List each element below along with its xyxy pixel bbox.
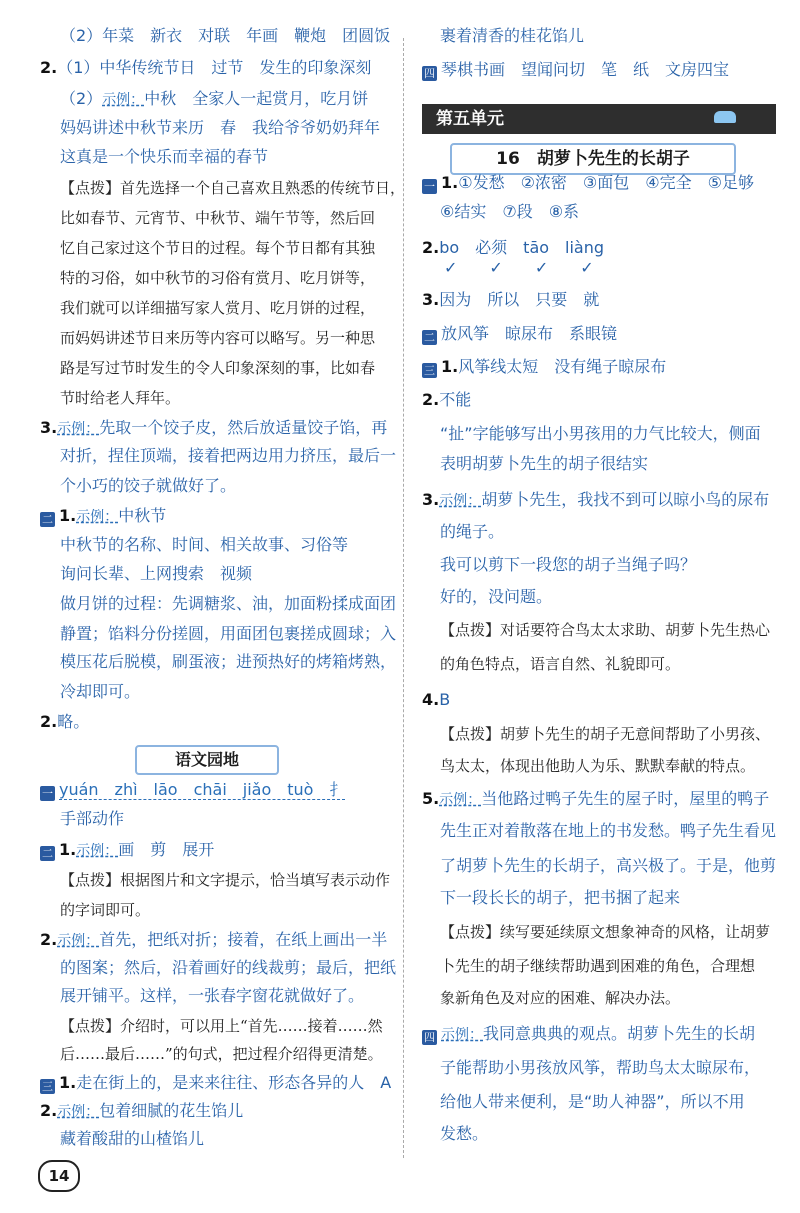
line-text: 下一段长长的胡子，把书捆了起来 <box>440 888 681 907</box>
line-text: 因为 所以 只要 就 <box>439 290 600 309</box>
section-number-badge: 二 <box>42 513 53 526</box>
question-number: 1. <box>59 840 77 859</box>
left-line <box>60 1015 383 1037</box>
question-number: 2. <box>422 238 440 257</box>
line-text: 略。 <box>57 712 90 731</box>
line-text: 忆自己家过这个节日的过程。每个节日都有其独 <box>60 239 376 257</box>
line-text: 展开铺平。这样，一张春字窗花就做好了。 <box>60 986 365 1005</box>
line-text: ✓ ✓ ✓ ✓ <box>444 258 594 277</box>
left-line <box>40 417 387 440</box>
line-text: 模压花后脱模，刷蛋液；进预热好的烤箱烤熟， <box>60 652 397 671</box>
line-text: 发愁。 <box>440 1124 489 1143</box>
right-line <box>422 356 666 378</box>
line-text: 好的，没问题。 <box>440 587 553 606</box>
left-line <box>60 985 364 1007</box>
line-text: 风筝线太短 没有绳子晾尿布 <box>458 357 667 376</box>
question-number: 2. <box>40 930 58 949</box>
line-text: 的图案；然后，沿着画好的线裁剪；最后，把纸 <box>60 958 397 977</box>
question-number: 2. <box>40 1101 58 1120</box>
question-number: 2. <box>422 390 440 409</box>
question-number: 1. <box>441 173 459 192</box>
left-line <box>60 237 375 259</box>
left-line <box>60 899 150 921</box>
left-line <box>60 117 380 139</box>
line-text: 节时给老人拜年。 <box>60 389 181 407</box>
example-label: 示例： <box>57 421 100 437</box>
left-line <box>60 1128 204 1150</box>
example-label: 示例： <box>439 792 482 808</box>
right-line <box>440 554 696 576</box>
line-text: 包着细腻的花生馅儿 <box>99 1101 244 1120</box>
right-line <box>440 887 680 909</box>
line-text: 对折，捏住顶端，接着把两边用力挤压，最后一 <box>60 446 397 465</box>
question-number: 2. <box>40 58 58 77</box>
line-text: 胡萝卜先生，我找不到可以晾小鸟的尿布 <box>481 490 770 509</box>
line-text: 鸟太太，体现出他助人为乐、默默奉献的特点。 <box>440 757 756 775</box>
right-line <box>440 619 770 641</box>
question-number: 4. <box>422 690 440 709</box>
line-text: 【点拨】根据图片和文字提示，恰当填写表示动作 <box>60 871 391 889</box>
question-number: 1. <box>59 506 77 525</box>
line-text: 当他路过鸭子先生的屋子时，屋里的鸭子 <box>481 789 770 808</box>
left-line <box>60 563 252 585</box>
left-line <box>60 623 396 645</box>
right-line <box>440 987 680 1009</box>
left-line <box>40 779 345 801</box>
line-text: 中秋 全家人一起赏月，吃月饼 <box>144 89 369 108</box>
line-text: 【点拨】介绍时，可以用上“首先……接着……然 <box>60 1017 383 1035</box>
left-line <box>60 146 268 168</box>
right-line <box>440 453 648 475</box>
right-line <box>422 172 754 194</box>
line-text: （2）年菜 新衣 对联 年画 鞭炮 团圆饭 <box>60 26 391 45</box>
page-number: 14 <box>38 1160 80 1192</box>
question-number: 2. <box>40 712 58 731</box>
line-text: 首先，把纸对折；接着，在纸上画出一半 <box>99 930 388 949</box>
section-number-badge: 二 <box>424 331 435 344</box>
right-line <box>440 1091 745 1113</box>
line-text: 画 剪 展开 <box>118 840 215 859</box>
left-line <box>60 651 396 673</box>
section-number-badge: 一 <box>424 180 435 193</box>
line-text: 表明胡萝卜先生的胡子很结实 <box>440 454 649 473</box>
line-text: 【点拨】胡萝卜先生的胡子无意间帮助了小男孩、 <box>440 725 771 743</box>
right-line <box>440 921 770 943</box>
line-text: 【点拨】对话要符合鸟太太求助、胡萝卜先生热心 <box>440 621 771 639</box>
line-text: 藏着酸甜的山楂馅儿 <box>60 1129 205 1148</box>
left-line <box>60 534 348 556</box>
left-line <box>60 387 180 409</box>
example-label: 示例： <box>76 509 119 525</box>
left-line <box>40 505 166 528</box>
line-text: 卜先生的胡子继续帮助遇到困难的角色，合理想 <box>440 957 756 975</box>
line-text: 后……最后……”的句式，把过程介绍得更清楚。 <box>60 1045 383 1063</box>
right-line <box>422 323 617 345</box>
line-text: 而妈妈讲述节日来历等内容可以略写。另一种思 <box>60 329 376 347</box>
pinyin-text: yuán zhì lāo chāi jiǎo tuò 扌 <box>59 780 346 799</box>
line-text: 我可以剪下一段您的胡子当绳子吗？ <box>440 555 697 574</box>
right-line <box>422 389 471 411</box>
line-text: 中秋节 <box>118 506 167 525</box>
question-number: 1. <box>59 1073 77 1092</box>
section-number-badge: 一 <box>42 787 53 800</box>
right-line <box>422 289 599 311</box>
right-line <box>440 755 755 777</box>
line-text: 的绳子。 <box>440 522 505 541</box>
right-line <box>422 1023 755 1046</box>
right-line <box>440 423 761 445</box>
lesson-title: 16 胡萝卜先生的长胡子 <box>450 143 736 175</box>
left-line <box>60 267 375 289</box>
line-text: bo 必须 tāo liàng <box>439 238 605 257</box>
line-text: 的字词即可。 <box>60 901 151 919</box>
line-text: 先生正对着散落在地上的书发愁。鸭子先生看见 <box>440 821 777 840</box>
left-line <box>60 25 390 47</box>
left-line <box>40 1072 391 1094</box>
left-line <box>60 808 124 830</box>
line-text: 不能 <box>439 390 472 409</box>
example-label: 示例： <box>57 1104 100 1120</box>
line-text: 给他人带来便利，是“助人神器”，所以不用 <box>440 1092 745 1111</box>
left-line <box>60 297 375 319</box>
right-line <box>440 521 504 543</box>
left-line <box>40 57 371 79</box>
example-label: 示例： <box>441 1027 483 1043</box>
left-line <box>40 929 387 952</box>
line-text: 的角色特点，语言自然、礼貌即可。 <box>440 655 681 673</box>
example-label: 示例： <box>439 493 482 509</box>
line-text: B <box>439 690 451 709</box>
section-number-badge: 三 <box>42 1080 53 1093</box>
line-text: 做月饼的过程：先调糖浆、油，加面粉揉成面团 <box>60 594 397 613</box>
left-line <box>60 88 368 111</box>
line-text: 象新角色及对应的困难、解决办法。 <box>440 989 681 1007</box>
line-text: 个小巧的饺子就做好了。 <box>60 476 237 495</box>
right-line <box>422 689 450 711</box>
line-text: 先取一个饺子皮，然后放适量饺子馅，再 <box>99 418 388 437</box>
right-line <box>422 59 729 81</box>
right-line <box>440 723 770 745</box>
left-line <box>60 681 140 703</box>
right-line <box>440 1057 760 1079</box>
line-text: ⑥结实 ⑦段 ⑧系 <box>440 202 580 221</box>
left-line <box>60 957 396 979</box>
right-line <box>444 257 594 279</box>
left-line <box>60 207 375 229</box>
line-text: 路是写过节时发生的令人印象深刻的事，比如春 <box>60 359 376 377</box>
garden-title: 语文园地 <box>135 745 279 775</box>
line-text: 琴棋书画 望闻问切 笔 纸 文房四宝 <box>441 60 730 79</box>
line-text: 【点拨】首先选择一个自己喜欢且熟悉的传统节日， <box>60 179 406 197</box>
right-line <box>422 788 769 811</box>
left-line <box>60 1043 383 1065</box>
line-text: （2） <box>60 89 103 108</box>
question-number: 1. <box>441 357 459 376</box>
right-line <box>440 201 579 223</box>
line-text: 我们就可以详细描写家人赏月、吃月饼的过程， <box>60 299 376 317</box>
unit-title: 第五单元 <box>436 109 504 129</box>
line-text: 这真是一个快乐而幸福的春节 <box>60 147 269 166</box>
right-line <box>422 237 604 259</box>
example-label: 示例： <box>76 843 119 859</box>
right-line <box>440 653 680 675</box>
line-text: 放风筝 晾尿布 系眼镜 <box>441 324 618 343</box>
section-number-badge: 二 <box>42 847 53 860</box>
line-text: 妈妈讲述中秋节来历 春 我给爷爷奶奶拜年 <box>60 118 381 137</box>
example-label: 示例： <box>102 92 145 108</box>
left-line <box>40 1100 243 1123</box>
line-text: 了胡萝卜先生的长胡子，高兴极了。于是，他剪 <box>440 856 777 875</box>
line-text: （1）中华传统节日 过节 发生的印象深刻 <box>57 58 372 77</box>
line-text: 手部动作 <box>60 809 125 828</box>
line-text: 中秋节的名称、时间、相关故事、习俗等 <box>60 535 349 554</box>
right-line <box>440 820 776 842</box>
line-text: 走在街上的，是来来往往、形态各异的人 A <box>76 1073 392 1092</box>
question-number: 3. <box>40 418 58 437</box>
left-line <box>60 177 405 199</box>
section-number-badge: 四 <box>424 1031 435 1044</box>
right-line <box>440 855 776 877</box>
unit-title-banner <box>422 104 776 134</box>
left-line <box>40 711 89 733</box>
right-line <box>440 586 552 608</box>
right-line <box>440 25 584 47</box>
right-line <box>440 1123 488 1145</box>
section-number-badge: 三 <box>424 364 435 377</box>
car-icon <box>714 111 736 123</box>
left-line <box>60 445 396 467</box>
line-text: 子能帮助小男孩放风筝，帮助鸟太太晾尿布， <box>440 1058 761 1077</box>
line-text: 询问长辈、上网搜索 视频 <box>60 564 253 583</box>
example-label: 示例： <box>57 933 100 949</box>
line-text: 冷却即可。 <box>60 682 141 701</box>
question-number: 3. <box>422 290 440 309</box>
line-text: “扯”字能够写出小男孩用的力气比较大，侧面 <box>440 424 761 443</box>
line-text: 【点拨】续写要延续原文想象神奇的风格，让胡萝 <box>440 923 771 941</box>
left-line <box>60 357 375 379</box>
line-text: 裹着清香的桂花馅儿 <box>440 26 585 45</box>
left-line <box>40 839 214 862</box>
left-line <box>60 869 390 891</box>
left-line <box>60 475 236 497</box>
line-text: 静置；馅料分份搓圆，用面团包裹搓成圆球；入 <box>60 624 397 643</box>
line-text: 我同意典典的观点。胡萝卜先生的长胡 <box>483 1024 756 1043</box>
question-number: 3. <box>422 490 440 509</box>
right-line <box>440 955 755 977</box>
line-text: ①发愁 ②浓密 ③面包 ④完全 ⑤足够 <box>458 173 754 192</box>
column-divider <box>403 38 404 1158</box>
question-number: 5. <box>422 789 440 808</box>
line-text: 比如春节、元宵节、中秋节、端午节等，然后回 <box>60 209 376 227</box>
left-line <box>60 593 396 615</box>
line-text: 特的习俗，如中秋节的习俗有赏月、吃月饼等， <box>60 269 376 287</box>
left-line <box>60 327 375 349</box>
section-number-badge: 四 <box>424 67 435 80</box>
right-line <box>422 489 769 512</box>
